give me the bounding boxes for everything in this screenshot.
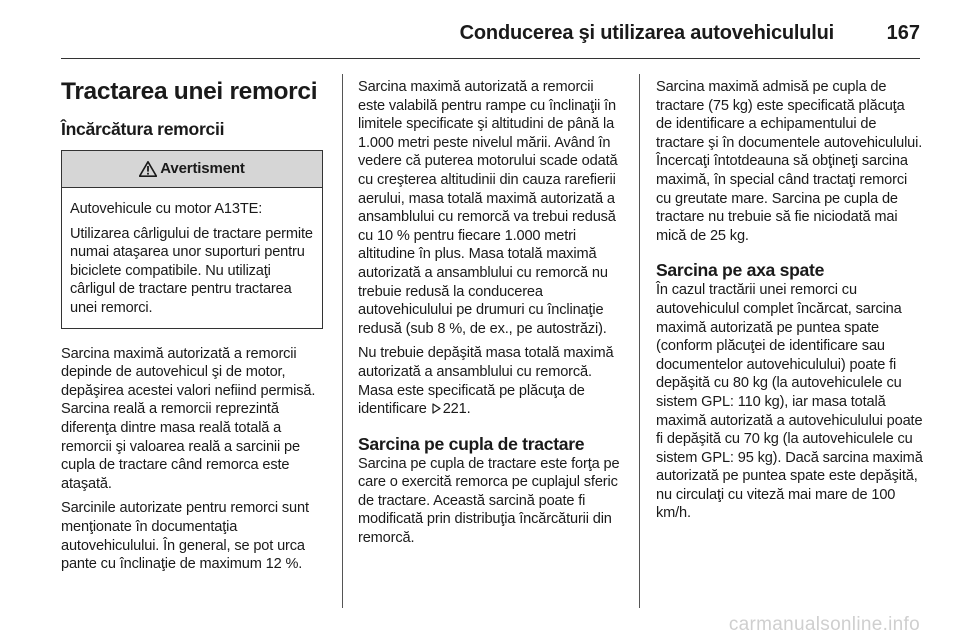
paragraph-trailer-load-1: Sarcina maximă autorizată a remorcii depinde de autovehicul şi de motor, depăşirea acestei valori nefiind permisă. Sarcina reală a remorcii reprezintă diferenţa dintre masa reală totală a remorcii şi valoarea reală a sarcinii pe cupla de tractare când remorca este ataşată.: [61, 345, 316, 492]
warning-body: [62, 188, 322, 328]
page-header: [61, 14, 920, 59]
page-reference-arrow-icon: [431, 403, 442, 414]
page-reference-link[interactable]: 221.: [442, 401, 471, 418]
warning-label: Avertisment: [160, 159, 245, 177]
paragraph-total-mass: [358, 344, 624, 418]
warning-box: [61, 150, 323, 329]
warning-line-1: Autovehicule cu motor A13TE:: [70, 201, 263, 217]
paragraph-trailer-load-2: Sarcinile autorizate pentru remorci sunt menţionate în documentaţia autovehiculului. În general, se pot urca pante cu înclinaţie de maximum 12 %.: [61, 500, 309, 573]
subheading-trailer-load: Încărcătura remorcii: [61, 119, 225, 139]
subheading-rear-axle-load: Sarcina pe axa spate: [656, 260, 825, 281]
paragraph-altitude: Sarcina maximă autorizată a remorcii este valabilă pentru rampe cu înclinaţii în limitele specificate şi altitudini de până la 1.000 metri peste nivelul mării. Având în vedere că puterea motorului scade odată cu creşterea altitudinii din cauza rarefierii aerului, masa totală maximă autorizată a ansamblului cu remorcă va trebui redusă cu 10 % pentru fiecare 1.000 metri altitudine în plus. Masa totală maximă autorizată a ansamblului cu remorcă nu trebuie redusă la conducerea autovehiculului pe drumuri cu înclinaţie redusă (sub 8 %, de ex., pe autostrăzi).: [358, 79, 618, 337]
warning-header: [62, 151, 322, 188]
section-title: Tractarea unei remorci: [61, 78, 318, 105]
paragraph-rear-axle-load: În cazul tractării unei remorci cu autovehiculul complet încărcat, sarcina maximă autorizată pe puntea spate (conform plăcuţei de identificare sau documentelor autovehiculului) poate fi depăşită cu 80 kg (la autovehiculele cu sistem GPL: 110 kg), iar masa totală maximă autorizată a autovehiculului poate fi depăşită cu 70 kg (la autovehiculele cu sistem GPL: 95 kg). Dacă sarcina maximă autorizată pe puntea spate este depăşită, nu circulaţi cu viteză mai mare de 100 km/h.: [656, 282, 923, 522]
column-3: [656, 78, 924, 529]
warning-line-2: Utilizarea cârligului de tractare permite numai ataşarea unor suporturi pentru biciclete compatibile. Nu utilizaţi cârligul de tractare pentru tractarea unei remorci.: [70, 225, 313, 316]
page-number: 167: [886, 22, 920, 44]
warning-triangle-icon: [139, 161, 157, 177]
chapter-title: Conducerea şi utilizarea autovehiculului: [459, 22, 834, 44]
column-1: [61, 78, 323, 580]
paragraph-hitch-load: Sarcina pe cupla de tractare este forţa pe care o exercită remorca pe cuplajul sferic de tractare. Această sarcină poate fi modificată prin distribuţia încărcăturii din remorcă.: [358, 455, 620, 547]
column-divider-2: [639, 74, 640, 608]
column-2: [358, 78, 624, 554]
column-divider-1: [342, 74, 343, 608]
watermark: carmanualsonline.info: [728, 614, 920, 635]
subheading-hitch-load: Sarcina pe cupla de tractare: [358, 433, 585, 454]
paragraph-max-hitch-load: Sarcina maximă admisă pe cupla de tractare (75 kg) este specificată plăcuţa de identificare a echipamentului de tractare şi în documentele autovehiculului. Încercaţi întotdeauna să obţineţi sarcina maximă, în special când tractaţi remorci cu greutate mare. Sarcina pe cupla de tractare nu trebuie să fie niciodată mai mică de 25 kg.: [656, 79, 923, 244]
paragraph-total-mass-text: Nu trebuie depăşită masa totală maximă autorizată a ansamblului cu remorcă. Masa este specificată pe plăcuţa de identificare: [358, 345, 614, 418]
